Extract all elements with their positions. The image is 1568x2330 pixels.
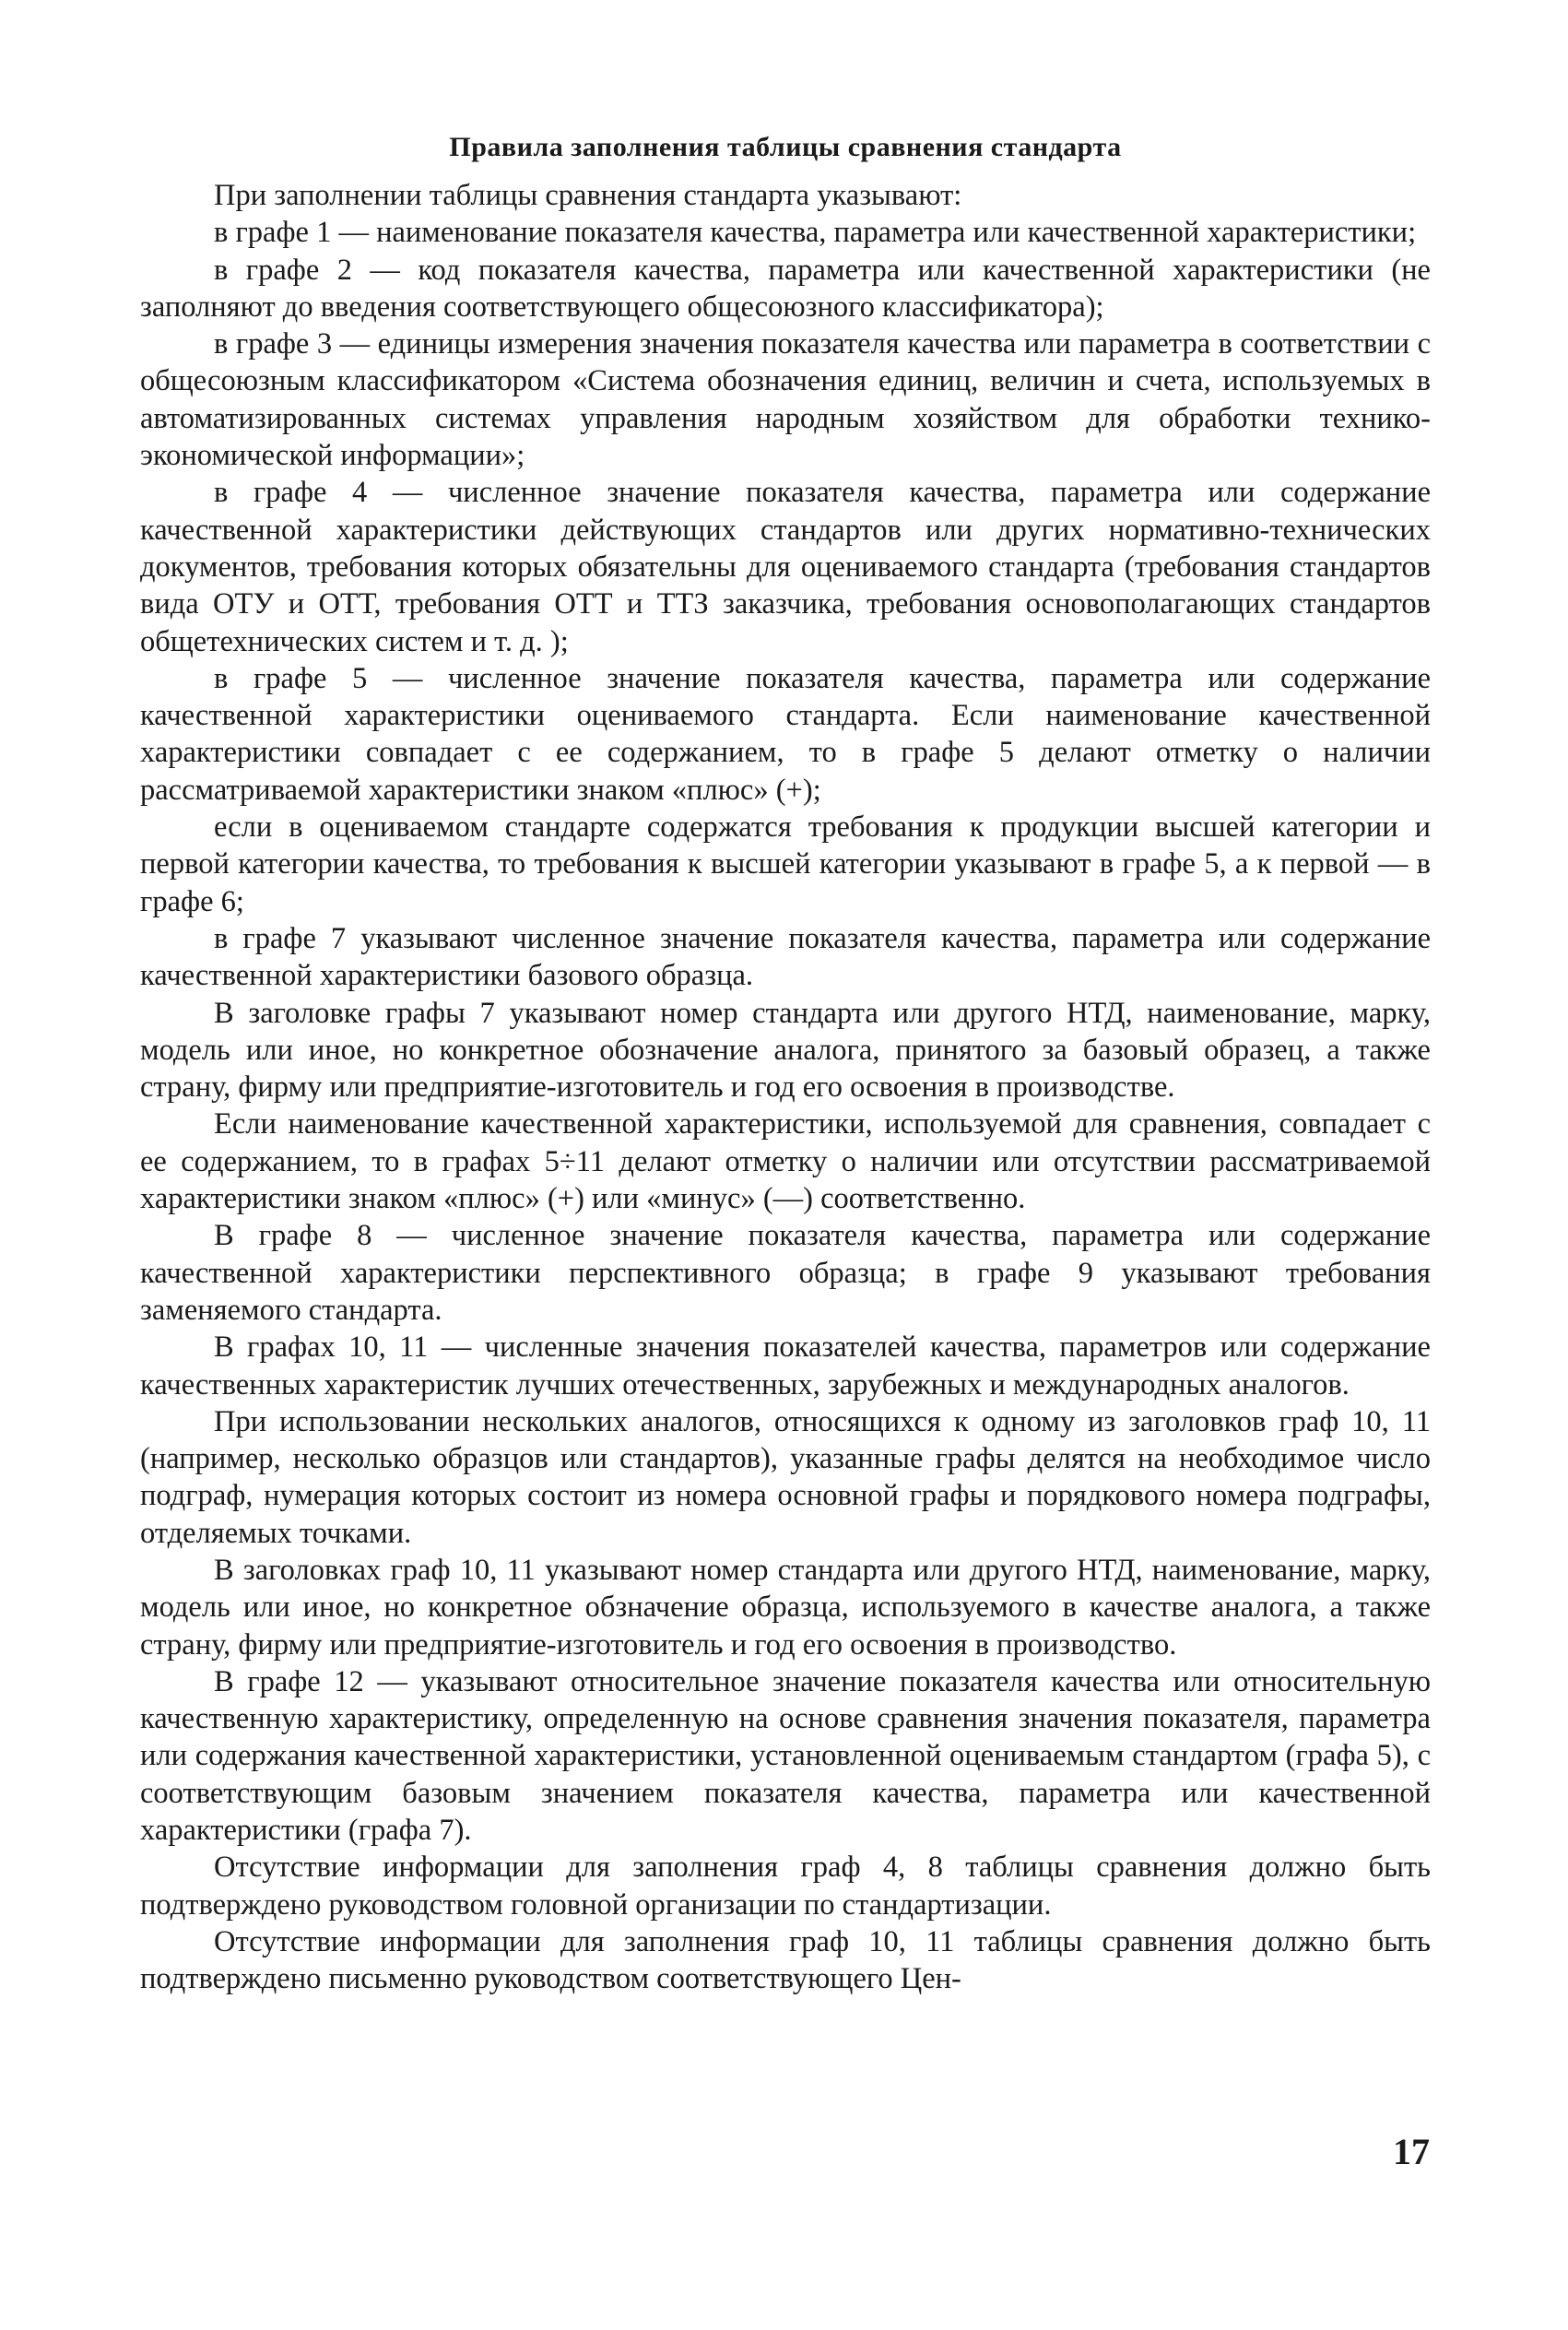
paragraph: Отсутствие информации для заполнения граф 10, 11 таблицы сравнения должно быть подтверждено письменно руководством соответствующего Цен- [140, 1924, 1431, 1996]
paragraph: Если наименование качественной характеристики, используемой для сравнения, совпадает с ее содержанием, то в графах 5÷11 делают отметку о наличии или отсутствии рассматриваемой характеристики знаком «плюс» (+) или «минус» (—) соответственно. [140, 1107, 1431, 1216]
paragraph: При заполнении таблицы сравнения стандарта указывают: [214, 179, 962, 212]
paragraph: в графе 7 указывают численное значение показателя качества, параметра или содержание качественной характеристики базового образца. [140, 921, 1431, 993]
page-number: 17 [1393, 2131, 1430, 2172]
paragraph: в графе 4 — численное значение показателя качества, параметра или содержание качественной характеристики действующих стандартов или других нормативно-технических документов, требования которых обязательны для оцениваемого стандарта (требования стандартов вида ОТУ и ОТТ, требования ОТТ и ТТЗ заказчика, требования основополагающих стандартов общетехнических систем и т. д. ); [140, 476, 1431, 658]
paragraph: В графе 8 — численное значение показателя качества, параметра или содержание качественной характеристики перспективного образца; в графе 9 указывают требования заменяемого стандарта. [140, 1219, 1431, 1327]
paragraph: Отсутствие информации для заполнения граф 4, 8 таблицы сравнения должно быть подтверждено руководством головной организации по стандартизации. [140, 1851, 1431, 1922]
paragraph: В графе 12 — указывают относительное значение показателя качества или относительную качественную характеристику, определенную на основе сравнения значения показателя, параметра или содержания качественной характеристики, установленной оцениваемым стандартом (графа 5), с соответствующим базовым значением показателя качества, параметра или качественной характеристики (графа 7). [140, 1664, 1431, 1848]
document-page [140, 129, 1431, 1998]
paragraph: в графе 1 — наименование показателя качества, параметра или качественной характеристики; [214, 216, 1417, 250]
paragraph: в графе 3 — единицы измерения значения показателя качества или параметра в соответствии с общесоюзным классификатором «Система обозначения единиц, величин и счета, используемых в автоматизированных системах управления народным хозяйством для обработки технико-экономической информации»; [140, 327, 1431, 473]
paragraph: в графе 2 — код показателя качества, параметра или качественной характеристики (не заполняют до введения соответствующего общесоюзного классификатора); [140, 253, 1431, 324]
paragraph: В заголовке графы 7 указывают номер стандарта или другого НТД, наименование, марку, модель или иное, но конкретное обозначение аналога, принятого за базовый образец, а также страну, фирму или предприятие-изготовитель и год его освоения в производстве. [140, 996, 1431, 1105]
paragraph: если в оцениваемом стандарте содержатся требования к продукции высшей категории и первой категории качества, то требования к высшей категории указывают в графе 5, а к первой — в графе 6; [140, 810, 1431, 918]
paragraph: В заголовках граф 10, 11 указывают номер стандарта или другого НТД, наименование, марку, модель или иное, но конкретное обзначение образца, используемого в качестве аналога, а также страну, фирму или предприятие-изготовитель и год его освоения в производство. [140, 1553, 1431, 1662]
paragraph: В графах 10, 11 — численные значения показателей качества, параметров или содержание качественных характеристик лучших отечественных, зарубежных и международных аналогов. [140, 1331, 1431, 1402]
paragraph: в графе 5 — численное значение показателя качества, параметра или содержание качественной характеристики оцениваемого стандарта. Если наименование качественной характеристики совпадает с ее содержанием, то в графе 5 делают отметку о наличии рассматриваемой характеристики знаком «плюс» (+); [140, 661, 1431, 807]
paragraph: При использовании нескольких аналогов, относящихся к одному из заголовков граф 10, 11 (например, несколько образцов или стандартов), указанные графы делятся на необходимое число подграф, нумерация которых состоит из номера основной графы и порядкового номера подграфы, отделяемых точками. [140, 1404, 1431, 1550]
body-text [140, 177, 1431, 1998]
page-heading: Правила заполнения таблицы сравнения стандарта [449, 132, 1122, 162]
